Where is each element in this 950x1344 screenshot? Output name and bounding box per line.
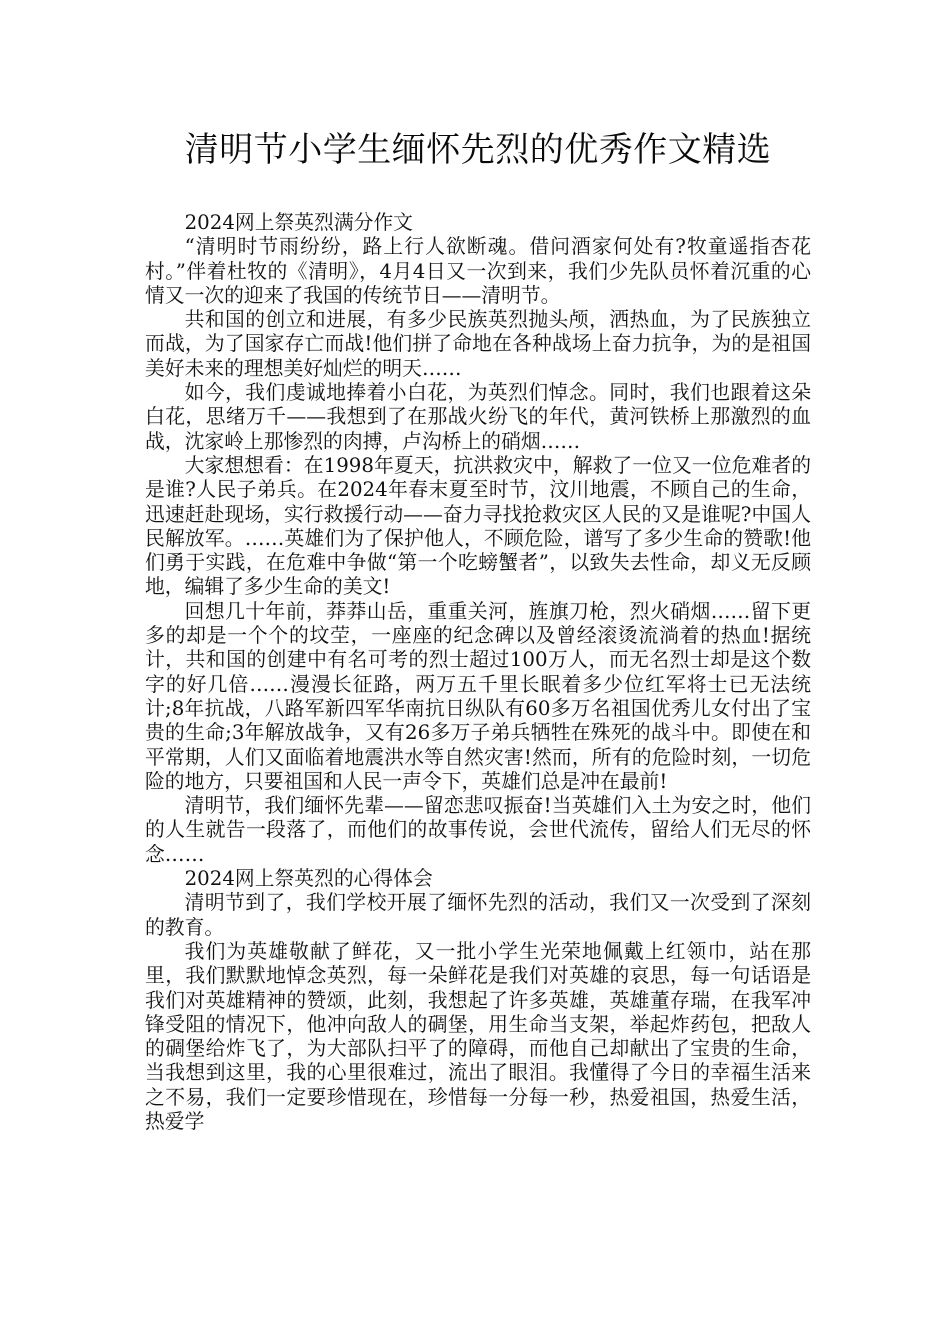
paragraph: 共和国的创立和进展，有多少民族英烈抛头颅，洒热血，为了民族独立而战，为了国家存亡而战!他们拼了命地在各种战场上奋力抗争，为的是祖国美好未来的理想美好灿烂的明天…… — [145, 308, 811, 380]
subheading-essay: 2024网上祭英烈满分作文 — [184, 211, 413, 234]
paragraph: 清明节，我们缅怀先辈——留恋悲叹振奋!当英雄们入土为安之时，他们的人生就告一段落了，而他们的故事传说，会世代流传，留给人们无尽的怀念…… — [145, 794, 811, 866]
paragraph: 我们为英雄敬献了鲜花，又一批小学生光荣地佩戴上红领巾，站在那里，我们默默地悼念英烈，每一朵鲜花是我们对英雄的哀思，每一句话语是我们对英雄精神的赞颂，此刻，我想起了许多英雄，英雄董存瑞，在我军冲锋受阻的情况下，他冲向敌人的碉堡，用生命当支架，举起炸药包，把敌人的碉堡给炸飞了，为大部队扫平了的障碍，而他自己却献出了宝贵的生命，当我想到这里，我的心里很难过，流出了眼泪。我懂得了今日的幸福生活来之不易，我们一定要珍惜现在，珍惜每一分每一秒，热爱祖国，热爱生活，热爱学 — [145, 939, 811, 1133]
paragraph: 大家想想看：在1998年夏天，抗洪救灾中，解救了一位又一位危难者的是谁?人民子弟兵。在2024年春末夏至时节，汶川地震，不顾自己的生命，迅速赶赴现场，实行救援行动——奋力寻找抢救灾区人民的又是谁呢?中国人民解放军。……英雄们为了保护他人，不顾危险，谱写了多少生命的赞歌!他们勇于实践，在危难中争做“第一个吃螃蟹者”，以致失去性命，却义无反顾地，编辑了多少生命的美文! — [145, 453, 811, 599]
document-body — [145, 211, 811, 1134]
paragraph: 清明节到了，我们学校开展了缅怀先烈的活动，我们又一次受到了深刻的教育。 — [145, 891, 811, 939]
paragraph: 如今，我们虔诚地捧着小白花，为英烈们悼念。同时，我们也跟着这朵白花，思绪万千——我想到了在那战火纷飞的年代，黄河铁桥上那激烈的血战，沈家岭上那惨烈的肉搏，卢沟桥上的硝烟…… — [145, 381, 811, 453]
paragraph: “清明时节雨纷纷，路上行人欲断魂。借问酒家何处有?牧童遥指杏花村。”伴着杜牧的《清明》，4月4日又一次到来，我们少先队员怀着沉重的心情又一次的迎来了我国的传统节日——清明节。 — [145, 235, 811, 307]
subheading-reflection: 2024网上祭英烈的心得体会 — [184, 867, 433, 891]
document-title: 清明节小学生缅怀先烈的优秀作文精选 — [184, 130, 772, 170]
document-page — [145, 118, 811, 1134]
paragraph: 回想几十年前，莽莽山岳，重重关河，旌旗刀枪，烈火硝烟……留下更多的却是一个个的坟茔，一座座的纪念碑以及曾经滚烫流淌着的热血!据统计，共和国的创建中有名可考的烈士超过100万人，而无名烈士却是这个数字的好几倍……漫漫长征路，两万五千里长眠着多少位红军将士已无法统计;8年抗战，八路军新四军华南抗日纵队有60多万名祖国优秀儿女付出了宝贵的生命;3年解放战争，又有26多万子弟兵牺牲在殊死的战斗中。即使在和平常期，人们又面临着地震洪水等自然灾害!然而，所有的危险时刻，一切危险的地方，只要祖国和人民一声令下，英雄们总是冲在最前! — [145, 599, 811, 793]
